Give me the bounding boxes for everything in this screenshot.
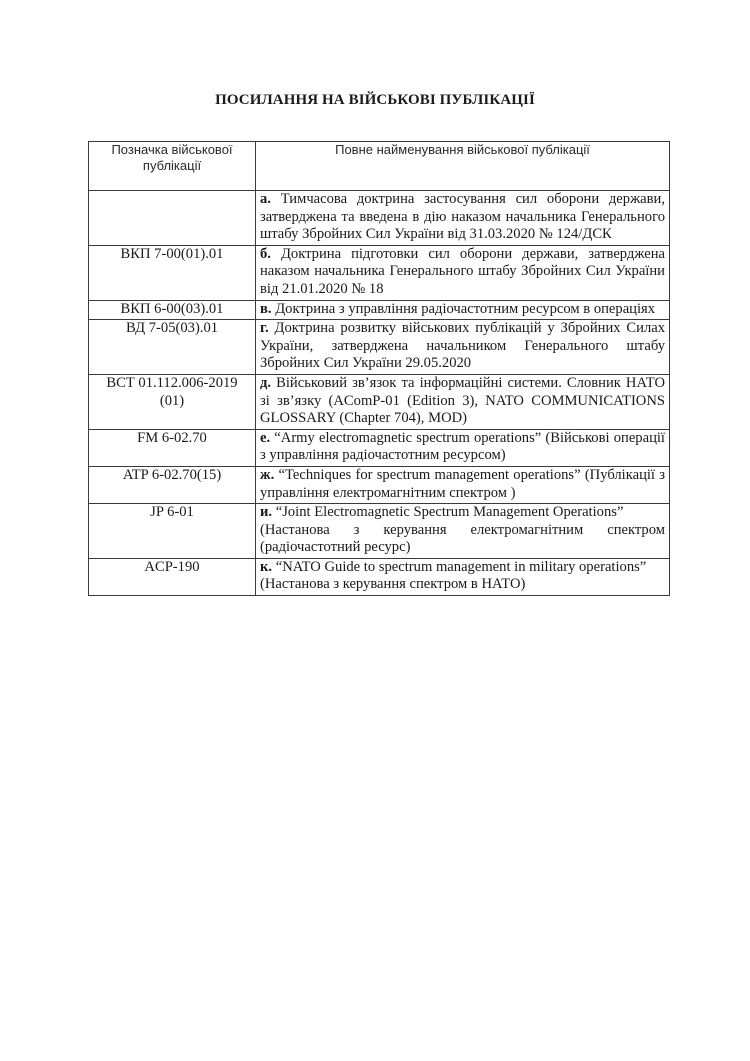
publication-code: ACP-190 xyxy=(89,558,256,595)
publication-code: ATP 6-02.70(15) xyxy=(89,466,256,503)
publication-code: ВКП 6-00(03).01 xyxy=(89,300,256,320)
publication-translation: (Настанова з керування електромагнітним спектром (радіочастотний ресурс) xyxy=(260,521,665,556)
publication-code: FM 6-02.70 xyxy=(89,429,256,466)
publication-title: Доктрина розвитку військових публікацій у Збройних Силах України, затверджена начальником Генерального штабу Збройних Сил України 29.05.2020 xyxy=(260,320,665,372)
item-letter: е. xyxy=(260,429,271,446)
publication-title: Військовий зв’язок та інформаційні системи. Словник НАТО зі зв’язку (AComP-01 (Edition 3), NATO COMMUNICATIONS GLOSSARY (Chapter 704), MOD) xyxy=(260,374,665,427)
table-row xyxy=(89,374,670,429)
publication-code: ВСТ 01.112.006-2019 (01) xyxy=(89,374,256,429)
publication-description xyxy=(256,429,670,466)
table-row xyxy=(89,466,670,503)
table-row xyxy=(89,320,670,375)
publication-translation: (Настанова з керування спектром в НАТО) xyxy=(260,576,526,593)
table-row xyxy=(89,191,670,246)
page-title: ПОСИЛАННЯ НА ВІЙСЬКОВІ ПУБЛІКАЦІЇ xyxy=(215,92,535,108)
publication-code: ВД 7-05(03).01 xyxy=(89,320,256,375)
item-letter: д. xyxy=(260,374,272,391)
item-letter: ж. xyxy=(260,466,275,483)
table-header-row xyxy=(89,142,670,191)
publication-description xyxy=(256,191,670,246)
publication-title: Тимчасова доктрина застосування сил оборони держави, затверджена та введена в дію наказом начальника Генерального штабу Збройних Сил України від 31.03.2020 № 124/ДСК xyxy=(260,191,665,243)
publication-title: “Army electromagnetic spectrum operations” (Військові операції з управління радіочастотним ресурсом) xyxy=(260,429,665,464)
table-row xyxy=(89,300,670,320)
table-row xyxy=(89,504,670,559)
table-row xyxy=(89,558,670,595)
publication-description xyxy=(256,374,670,429)
table-row xyxy=(89,245,670,300)
item-letter: б. xyxy=(260,245,271,262)
publication-description xyxy=(256,300,670,320)
item-letter: в. xyxy=(260,300,272,317)
item-letter: и. xyxy=(260,504,273,521)
item-letter: г. xyxy=(260,320,269,337)
publication-code: ВКП 7-00(01).01 xyxy=(89,245,256,300)
publication-title: Доктрина з управління радіочастотним ресурсом в операціях xyxy=(275,300,656,317)
item-letter: а. xyxy=(260,191,271,207)
publication-code: JP 6-01 xyxy=(89,504,256,559)
publication-title: “Joint Electromagnetic Spectrum Management Operations” xyxy=(275,504,624,521)
publications-table xyxy=(88,141,670,596)
table-row xyxy=(89,429,670,466)
publication-description xyxy=(256,466,670,503)
publication-title: Доктрина підготовки сил оборони держави, затверджена наказом начальника Генерального штабу Збройних Сил України від 21.01.2020 № 18 xyxy=(260,245,665,297)
publication-code xyxy=(89,191,256,246)
publication-description xyxy=(256,558,670,595)
header-designation: Позначка військової публікації xyxy=(89,142,256,191)
publication-description xyxy=(256,320,670,375)
header-full-name: Повне найменування військової публікації xyxy=(256,142,670,191)
publication-title: “Techniques for spectrum management operations” (Публікації з управління електромагнітним спектром ) xyxy=(260,466,666,501)
publication-description xyxy=(256,504,670,559)
publication-description xyxy=(256,245,670,300)
item-letter: к. xyxy=(260,558,273,575)
publication-title: “NATO Guide to spectrum management in military operations” xyxy=(275,558,647,575)
